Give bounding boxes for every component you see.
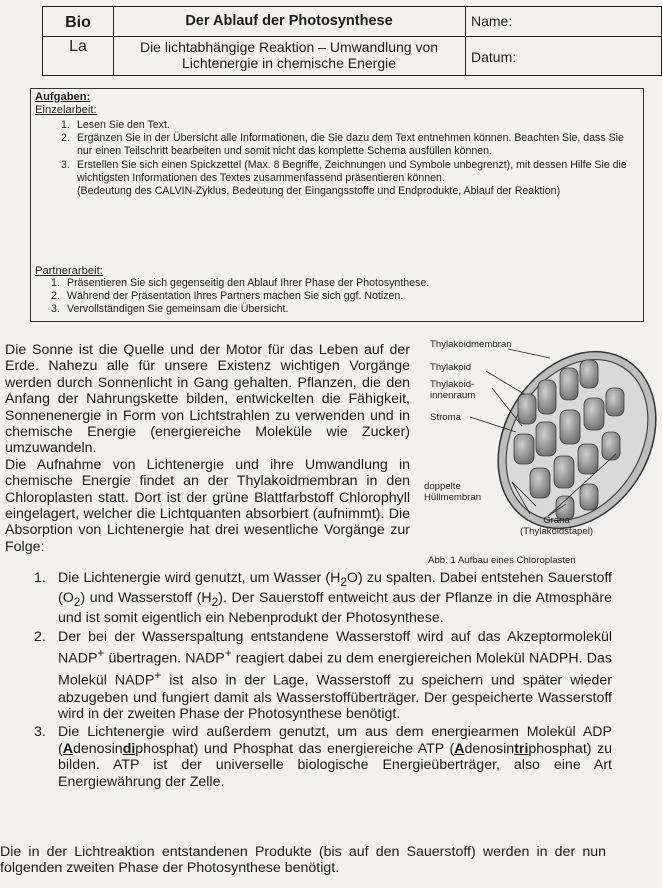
name-label: Name: <box>471 13 513 29</box>
text-fragment: A <box>62 740 73 757</box>
item-text: Erstellen Sie sich einen Spickzettel (Max. 8 Begriffe, Zeichnungen und Symbole unbegrenzt), mit dessen Hilfe Sie die wichtigsten Informationen des Textes zusammenfassend präsentieren können. <box>77 158 627 184</box>
label-line: innenraum <box>430 389 476 401</box>
divider <box>113 36 465 37</box>
subscript: 2 <box>73 595 81 610</box>
list-item <box>61 119 639 132</box>
item-text: Während der Präsentation Ihres Partners machen Sie sich ggf. Notizen. <box>67 290 404 303</box>
class-name: La <box>69 38 87 55</box>
item-number: 2. <box>61 132 70 145</box>
individual-task-list <box>61 119 639 198</box>
list-item <box>34 570 612 627</box>
item-number: 2. <box>51 290 60 303</box>
text-fragment: reagiert dabei zu dem energiereichen Molekül NADPH. Das Molekül NADP <box>58 651 612 690</box>
paragraph: Die Aufnahme von Lichtenergie und ihre Umwandlung in chemische Energie findet an der Thylakoidmembran in den Chloroplasten statt. Dort ist der grüne Blattfarbstoff Chlorophyll eingelagert, welcher die Lichtquanten absorbiert (aufnimmt). Die Absorption von Lichtenergie hat drei wesentliche Vorgänge zur Folge: <box>5 456 410 555</box>
superscript: + <box>154 668 162 683</box>
text-fragment: übertragen. NADP <box>104 651 225 668</box>
label-thylakoid: Thylakoid <box>430 362 472 373</box>
individual-work-heading: Einzelarbeit: <box>35 104 97 116</box>
text-fragment: denosin <box>464 740 515 757</box>
date-label: Datum: <box>471 49 517 65</box>
partner-task-list <box>51 277 631 317</box>
item-number: 1. <box>51 277 60 289</box>
text-fragment: di <box>122 740 136 757</box>
item-number: 3. <box>61 158 70 171</box>
process-steps <box>34 570 612 792</box>
text-fragment: tri <box>514 740 529 757</box>
intro-text <box>5 342 410 555</box>
item-text: Vervollständigen Sie gemeinsam die Übersicht. <box>67 303 289 316</box>
item-number: 3. <box>34 724 46 741</box>
page-subtitle <box>113 39 465 71</box>
label-double-membrane <box>424 482 481 503</box>
divider <box>465 36 661 37</box>
item-number: 1. <box>61 119 70 131</box>
list-item <box>51 290 631 303</box>
text-fragment: phosphat) und Phosphat das energiereiche ATP ( <box>135 740 455 757</box>
chloroplast-figure <box>420 336 660 576</box>
text-fragment: O) zu spalten. Dabei entstehen Sauerstoff (O <box>58 570 612 607</box>
superscript: + <box>97 646 105 661</box>
divider <box>43 36 113 37</box>
text-fragment: A <box>454 740 465 757</box>
label-stroma: Stroma <box>430 412 461 423</box>
subject: Bio <box>65 14 91 31</box>
worksheet-header <box>42 6 662 76</box>
item-number: 1. <box>34 570 46 586</box>
list-item <box>34 724 612 790</box>
task-box <box>30 88 644 322</box>
subscript: 2 <box>211 595 219 610</box>
label-line: Grana <box>543 515 570 526</box>
list-item <box>51 277 631 290</box>
subtitle-line-1: Die lichtabhängige Reaktion – Umwandlung von <box>139 39 439 55</box>
text-fragment: ) und Wasserstoff (H <box>80 590 212 607</box>
text-fragment: Die Lichtenergie wird außerdem genutzt, um aus dem energiearmen Molekül ADP ( <box>58 724 612 757</box>
subject-cell <box>43 7 114 75</box>
list-item <box>61 159 639 199</box>
label-line: (Thylakoidstapel) <box>520 525 594 537</box>
item-text: Präsentieren Sie sich gegenseitig den Ablauf Ihrer Phase der Photosynthese. <box>67 277 430 289</box>
subscript: 2 <box>340 574 347 589</box>
text-fragment: denosin <box>72 740 123 757</box>
item-text: Lesen Sie den Text. <box>77 119 170 131</box>
page-title: Der Ablauf der Photosynthese <box>185 13 393 29</box>
label-thylakoid-membrane: Thylakoidmembran <box>430 339 512 350</box>
superscript: + <box>224 646 232 661</box>
item-note: (Bedeutung des CALVIN-Zyklus, Bedeutung der Eingangsstoffe und Endprodukte, Ablauf der Reaktion) <box>77 185 561 198</box>
list-item <box>51 303 631 316</box>
label-line: Thylakoid- <box>430 379 475 390</box>
text-fragment: ist also in der Lage, Wasserstoff zu speichern und später wieder abzugeben und fungiert damit als Wasserstoffüberträger. Der gespeicherte Wasserstoff wird in der zweiten Phase der Photosynthese benötigt. <box>58 673 612 722</box>
partner-work-heading: Partnerarbeit: <box>35 265 103 277</box>
label-thylakoid-lumen <box>430 380 475 401</box>
subtitle-line-2: Lichtenergie in chemische Energie <box>181 55 396 71</box>
item-number: 2. <box>34 628 46 645</box>
title-cell <box>113 7 466 75</box>
figure-caption: Abb. 1 Aufbau eines Chloroplasten <box>428 555 576 566</box>
label-grana <box>520 516 593 537</box>
name-date-cell <box>465 7 661 75</box>
paragraph: Die Sonne ist die Quelle und der Motor für das Leben auf der Erde. Nahezu alle für unsere Existenz wichtigen Vorgänge werden durch Sonnenlicht in Gang gehalten. Pflanzen, die den Anfang der Nahrungskette bilden, entwickelten die Fähigkeit, Sonnenenergie in Form von Lichtstrahlen zu verwenden und in chemische Energie (energiereiche Moleküle wie Zucker) umzuwandeln. <box>5 342 410 457</box>
list-item <box>61 132 639 158</box>
text-fragment: phosphat) zu bilden. ATP ist der universelle biologische Energieüberträger, also eine Art Energiewährung der Zelle. <box>58 740 613 790</box>
list-item <box>34 629 612 723</box>
item-text: Ergänzen Sie in der Übersicht alle Informationen, die Sie dazu dem Text entnehmen können. Beachten Sie, dass Sie nur einen Teilschritt bearbeiten und somit nicht das komplette Schema ausfüllen können. <box>77 132 624 158</box>
item-number: 3. <box>51 303 60 316</box>
closing-paragraph: Die in der Lichtreaktion entstandenen Produkte (bis auf den Sauerstoff) werden in der nun folgenden zweiten Phase der Photosynthese benötigt. <box>0 844 606 877</box>
text-fragment: Der bei der Wasserspaltung entstandene Wasserstoff wird auf das Akzeptormolekül NADP <box>58 628 612 668</box>
label-line: Hüllmembran <box>424 491 482 503</box>
text-fragment: ). Der Sauerstoff entweicht aus der Pflanze in die Atmosphäre und ist somit eigentlich ein Nebenprodukt der Photosynthese. <box>58 590 612 627</box>
tasks-heading: Aufgaben: <box>35 91 91 103</box>
text-fragment: Die Lichtenergie wird genutzt, um Wasser (H <box>58 570 341 586</box>
label-line: doppelte <box>424 481 461 492</box>
